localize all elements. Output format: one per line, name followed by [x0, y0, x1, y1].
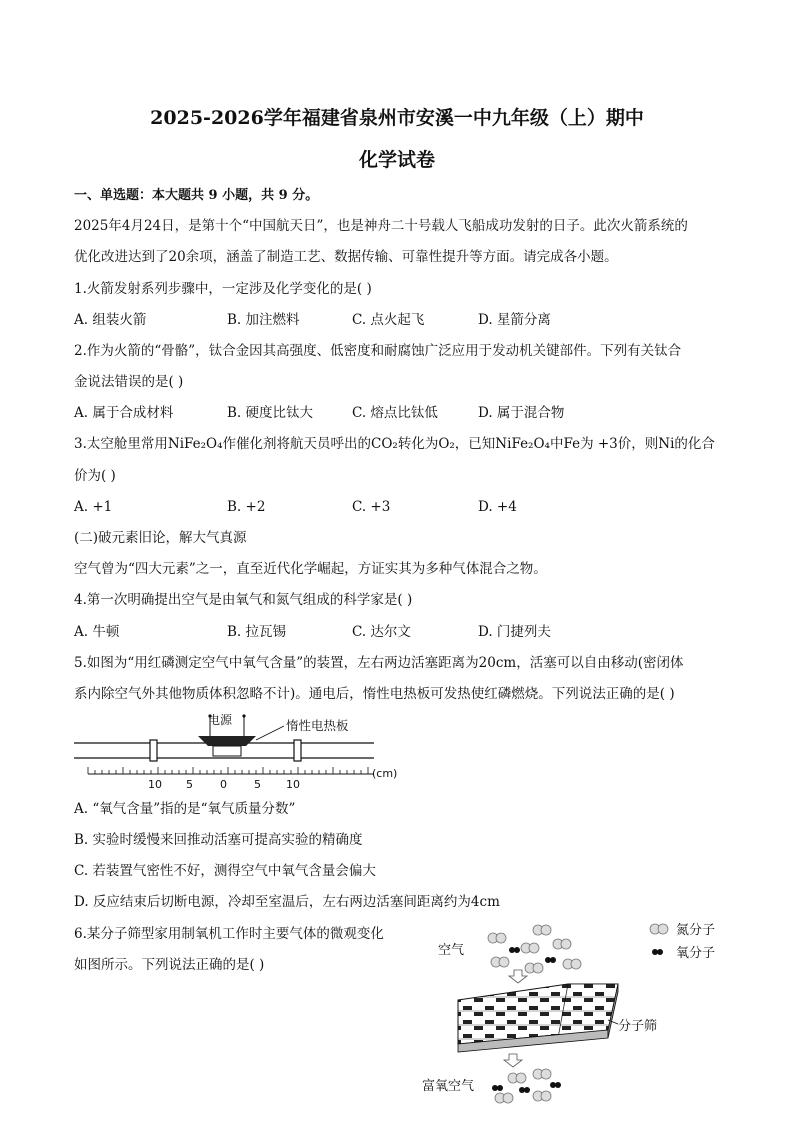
- q6-stem-line-2: 如图所示。下列说法正确的是( ): [74, 957, 265, 973]
- q1-option-b: B. 加注燃料: [227, 312, 300, 328]
- q4-option-c: C. 达尔文: [352, 624, 411, 640]
- q3-option-c: C. +3: [352, 499, 391, 515]
- intro-line-2: 优化改进达到了20余项，涵盖了制造工艺、数据传输、可靠性提升等方面。请完成各小题。: [74, 249, 618, 265]
- q5-option-c: C. 若装置气密性不好，测得空气中氧气含量会偏大: [74, 863, 376, 879]
- scale-label-right-10: 10: [286, 778, 300, 788]
- oxygen-legend-label: 氧分子: [676, 946, 716, 961]
- q2-option-c: C. 熔点比钛低: [352, 405, 438, 421]
- q2-option-b: B. 硬度比钛大: [227, 405, 314, 421]
- q4-option-d: D. 门捷列夫: [478, 624, 551, 640]
- scale-label-left-10: 10: [148, 778, 162, 788]
- scale-label-right-5: 5: [254, 778, 261, 788]
- q5-stem-line-2: 系内除空气外其他物质体积忽略不计)。通电后，惰性电热板可发热使红磷燃烧。下列说法正确的是( ): [74, 686, 675, 702]
- nitrogen-legend-label: 氮分子: [676, 923, 716, 938]
- q4-option-b: B. 拉瓦锡: [227, 624, 287, 640]
- q1-option-a: A. 组装火箭: [74, 312, 147, 328]
- section-heading: 一、单选题：本大题共 9 小题，共 9 分。: [74, 188, 319, 203]
- heater-label: 惰性电热板: [286, 718, 349, 733]
- subsection-text: 空气曾为“四大元素”之一，直至近代化学崛起，方证实其为多种气体混合之物。: [74, 561, 547, 577]
- molecular-sieve-figure: [418, 920, 738, 1110]
- q5-stem-line-1: 5.如图为“用红磷测定空气中氧气含量”的装置，左右两边活塞距离为20cm，活塞可以自由移动(密闭体: [74, 655, 684, 671]
- q2-stem-line-2: 金说法错误的是( ): [74, 374, 184, 390]
- nitrogen-molecule-icon: [488, 925, 581, 973]
- q5-option-d: D. 反应结束后切断电源，冷却至室温后，左右两边活塞间距离约为4cm: [74, 894, 500, 910]
- subsection-heading: (二)破元素旧论，解大气真源: [74, 530, 247, 546]
- q3-option-b: B. +2: [227, 499, 266, 515]
- q3-stem-line-1: 3.太空舱里常用NiFe₂O₄作催化剂将航天员呼出的CO₂转化为O₂，已知NiFe₂O₄中Fe为 +3价，则Ni的化合: [74, 436, 715, 452]
- q1-option-d: D. 星箭分离: [478, 312, 551, 328]
- exam-title-line2: 化学试卷: [358, 149, 435, 171]
- q1-stem: 1.火箭发射系列步骤中，一定涉及化学变化的是( ): [74, 281, 372, 297]
- rich-air-label: 富氧空气: [422, 1079, 475, 1094]
- power-label: 电源: [208, 713, 233, 727]
- q3-stem-line-2: 价为( ): [74, 468, 116, 484]
- exam-title-line1: 2025-2026学年福建省泉州市安溪一中九年级（上）期中: [150, 107, 644, 129]
- sieve-label: 分子筛: [618, 1019, 658, 1034]
- q2-option-d: D. 属于混合物: [478, 405, 565, 421]
- q3-option-d: D. +4: [478, 499, 517, 515]
- q1-option-c: C. 点火起飞: [352, 312, 425, 328]
- q2-option-a: A. 属于合成材料: [74, 405, 174, 421]
- q3-option-a: A. +1: [74, 499, 113, 515]
- intro-line-1: 2025年4月24日，是第十个“中国航天日”，也是神舟二十号载人飞船成功发射的日子。此次火箭系统的: [74, 218, 688, 234]
- q4-stem: 4.第一次明确提出空气是由氧气和氮气组成的科学家是( ): [74, 592, 413, 608]
- q5-option-a: A. “氧气含量”指的是“氧气质量分数”: [74, 801, 296, 817]
- scale-label-left-5: 5: [186, 778, 193, 788]
- unit-label: (cm): [372, 767, 398, 780]
- piston-apparatus-figure: [74, 708, 414, 788]
- scale-label-0: 0: [220, 778, 227, 788]
- q6-stem-line-1: 6.某分子筛型家用制氧机工作时主要气体的微观变化: [74, 926, 384, 942]
- q2-stem-line-1: 2.作为火箭的“骨骼”，钛合金因其高强度、低密度和耐腐蚀广泛应用于发动机关键部件。下列有关钛合: [74, 343, 682, 359]
- q4-option-a: A. 牛顿: [74, 624, 120, 640]
- air-label: 空气: [438, 943, 465, 958]
- q5-option-b: B. 实验时缓慢来回推动活塞可提高实验的精确度: [74, 832, 363, 848]
